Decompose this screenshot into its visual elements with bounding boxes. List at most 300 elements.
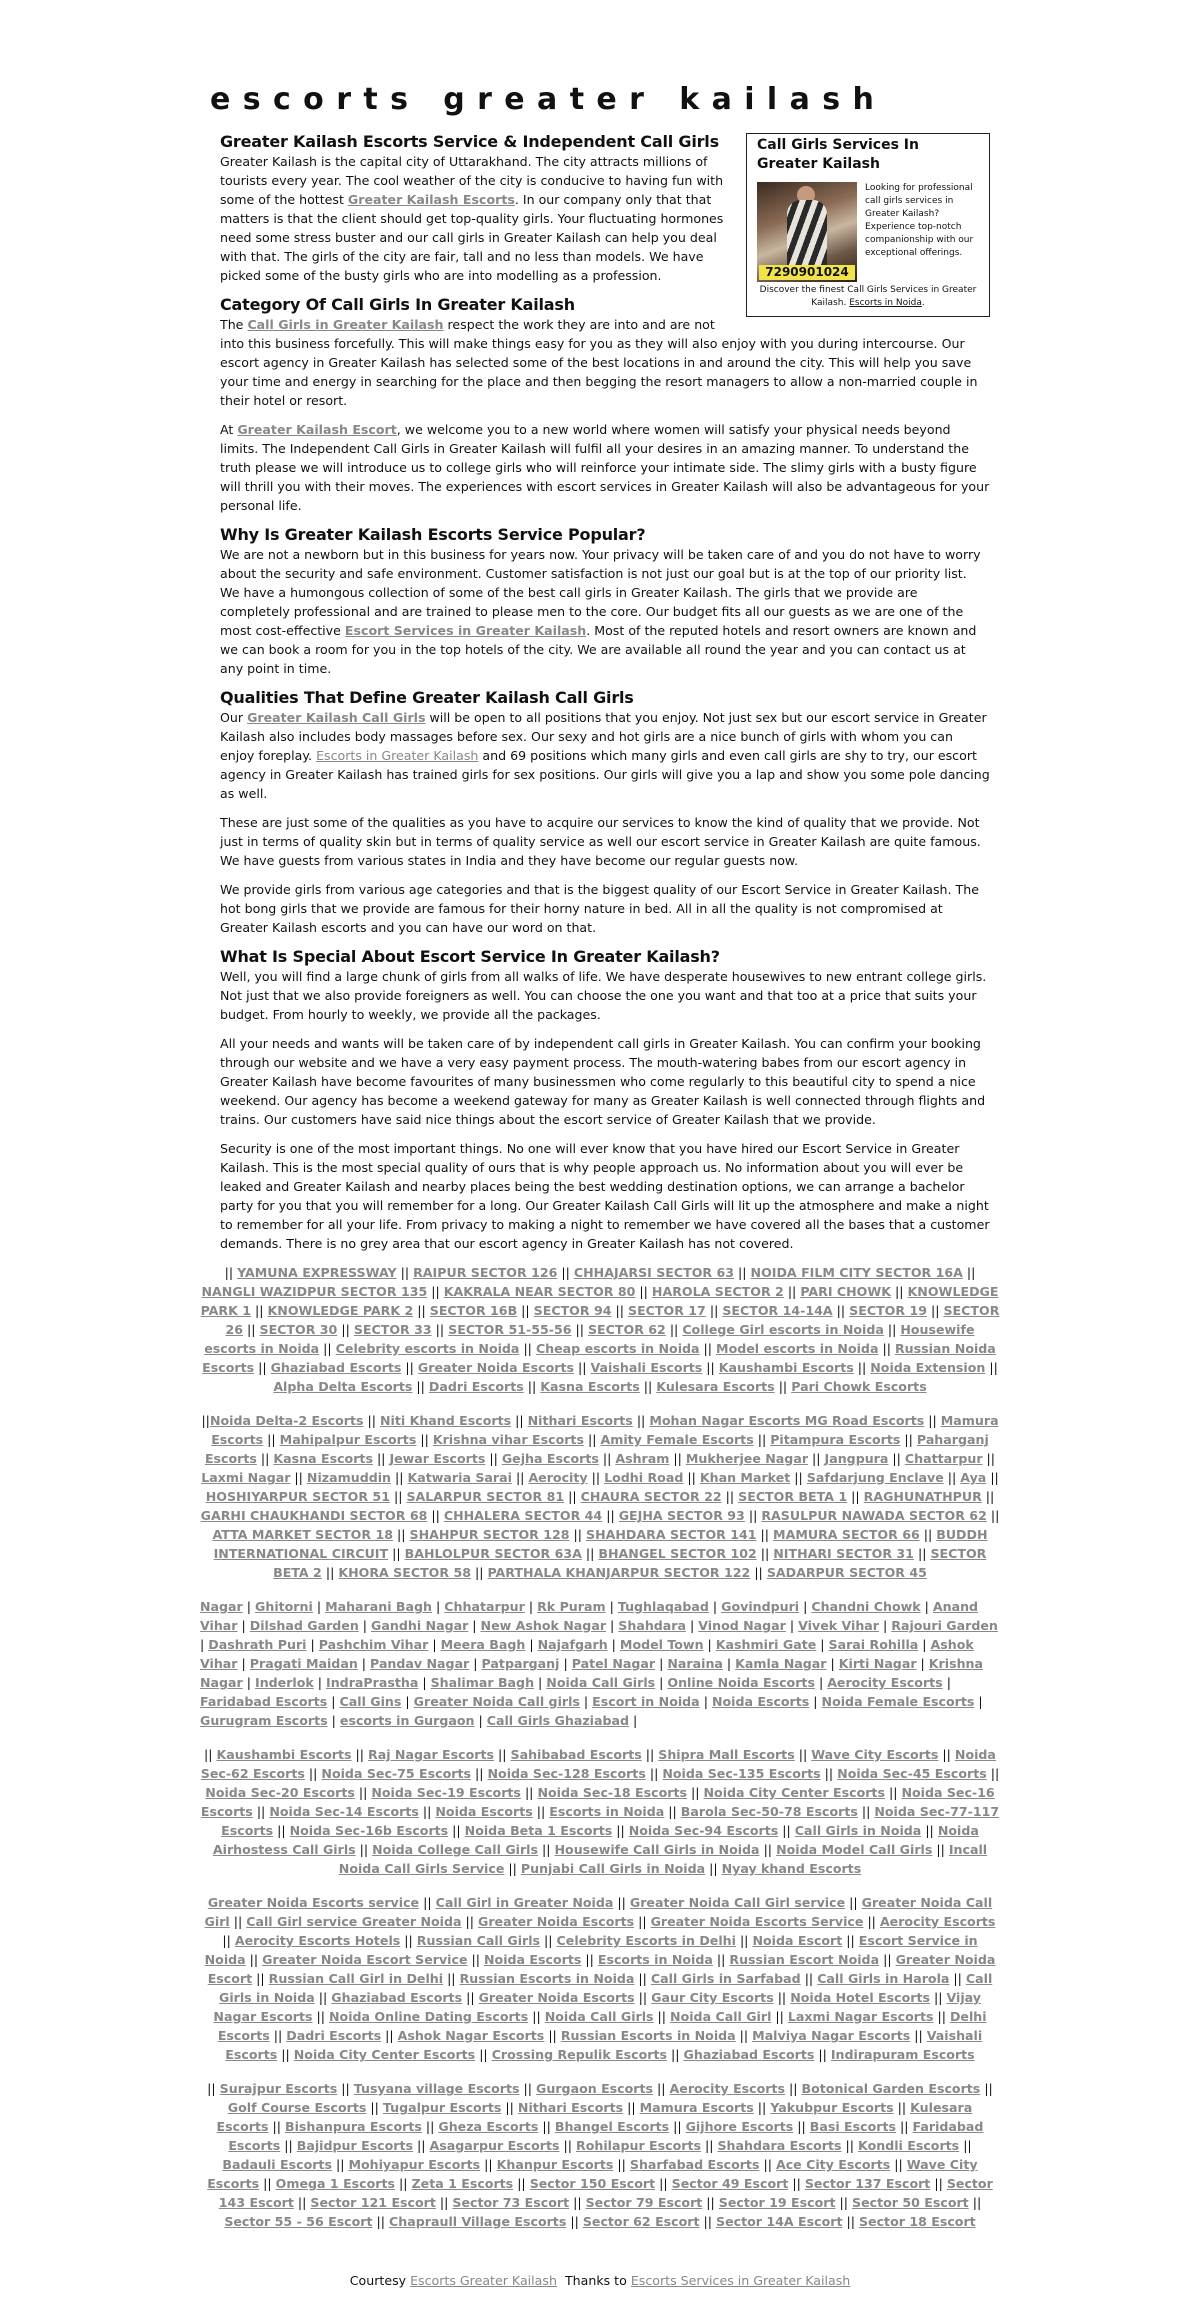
directory-link[interactable]: Barola Sec-50-78 Escorts bbox=[680, 1804, 858, 1819]
directory-link[interactable]: SECTOR 62 bbox=[587, 1322, 666, 1337]
directory-link[interactable]: Noida Sec-128 Escorts bbox=[487, 1766, 646, 1781]
link-block: ||Noida Delta-2 Escorts || Niti Khand Escorts || Nithari Escorts || Mohan Nagar Escorts MG Road Escorts || Mamura Escorts || Mahipalpur Escorts || Krishna vihar Escorts || Amity Female Escorts || Pitampura Escorts || Paharganj Escorts || Kasna Escorts || Jewar Escorts || Gejha Escorts || Ashram || Mukherjee Nagar || Jangpura || Chattarpur || Laxmi Nagar || Nizamuddin || Katwaria Sarai || Aerocity || Lodhi Road || Khan Market || Safdarjung Enclave || Aya || HOSHIYARPUR SECTOR 51 || SALARPUR SECTOR 81 || CHAURA SECTOR 22 || SECTOR BETA 1 || RAGHUNATHPUR || GARHI CHAUKHANDI SECTOR 68 || CHHALERA SECTOR 44 || GEJHA SECTOR 93 || RASULPUR NAWADA SECTOR 62 || ATTA MARKET SECTOR 18 || SHAHPUR SECTOR 128 || SHAHDARA SECTOR 141 || MAMURA SECTOR 66 || BUDDH INTERNATIONAL CIRCUIT || BAHLOLPUR SECTOR 63A || BHANGEL SECTOR 102 || NITHARI SECTOR 31 || SECTOR BETA 2 || KHORA SECTOR 58 || PARTHALA KHANJARPUR SECTOR 122 || SADARPUR SECTOR 45 bbox=[200, 1413, 1000, 1580]
directory-link[interactable]: Call Gins bbox=[339, 1694, 402, 1709]
directory-link[interactable]: Nyay khand Escorts bbox=[721, 1861, 862, 1876]
directory-link[interactable]: Bhangel Escorts bbox=[554, 2119, 670, 2134]
inline-link[interactable]: Escorts in Greater Kailash bbox=[316, 748, 479, 763]
directory-link[interactable]: RASULPUR NAWADA SECTOR 62 bbox=[761, 1508, 987, 1523]
directory-link[interactable]: Pandav Nagar bbox=[370, 1656, 470, 1671]
section-paragraph bbox=[220, 880, 990, 937]
directory-link[interactable]: SADARPUR SECTOR 45 bbox=[766, 1565, 927, 1580]
directory-link[interactable]: Noida Airhostess Call Girls bbox=[212, 1823, 979, 1857]
paragraph-text: will be open to all positions that you enjoy. Not just sex but our escort service in Greater Kailash also includes body massages before sex. Our sexy and hot girls are a nice bunch of girls with whom you can enjoy foreplay. bbox=[220, 710, 987, 763]
directory-link[interactable]: Model Town bbox=[619, 1637, 704, 1652]
directory-link[interactable]: Ashram bbox=[615, 1451, 670, 1466]
directory-link[interactable]: Faridabad Escorts bbox=[228, 2119, 984, 2153]
directory-link[interactable]: Chhatarpur bbox=[444, 1599, 525, 1614]
directory-link[interactable]: Gurugram Escorts bbox=[200, 1713, 328, 1728]
directory-link[interactable]: Noida Online Dating Escorts bbox=[329, 2009, 529, 2024]
directory-link[interactable]: Noida Escort bbox=[752, 1933, 843, 1948]
directory-link[interactable]: RAGHUNATHPUR bbox=[863, 1489, 982, 1504]
directory-link[interactable]: SECTOR 17 bbox=[628, 1303, 706, 1318]
page bbox=[200, 0, 1000, 2290]
directory-link[interactable]: Sharfabad Escorts bbox=[629, 2157, 760, 2172]
directory-link[interactable]: Noida City Center Escorts bbox=[703, 1785, 885, 1800]
directory-link[interactable]: Punjabi Call Girls in Noida bbox=[520, 1861, 706, 1876]
paragraph-text: We are not a newborn but in this business for years now. Your privacy will be taken care of and you do not have to worry about the security and safe environment. Customer satisfaction is not just our goal but is at the top of our priority list. We have a humongous collection of some of the best call girls in Greater Kailash. The girls that we provide are completely professional and are trained to please men to the core. Our budget fits all our guests as we are one of the most cost-effective bbox=[220, 547, 981, 638]
directory-link[interactable]: BHANGEL SECTOR 102 bbox=[598, 1546, 757, 1561]
site-title: escorts greater kailash bbox=[210, 82, 887, 117]
directory-link[interactable]: SALARPUR SECTOR 81 bbox=[406, 1489, 565, 1504]
section-paragraph bbox=[220, 813, 990, 870]
directory-link[interactable]: Noida Model Call Girls bbox=[776, 1842, 933, 1857]
directory-link[interactable]: Noida Beta 1 Escorts bbox=[464, 1823, 613, 1838]
directory-link[interactable]: Ace City Escorts bbox=[775, 2157, 891, 2172]
directory-link[interactable]: Greater Noida Escorts service bbox=[207, 1895, 420, 1910]
directory-link[interactable]: Shahdara bbox=[618, 1618, 687, 1633]
directory-link[interactable]: SECTOR 14-14A bbox=[722, 1303, 833, 1318]
directory-link[interactable]: Tughlaqabad bbox=[617, 1599, 709, 1614]
directory-link[interactable]: Ashok Nagar Escorts bbox=[397, 2028, 545, 2043]
paragraph-text: These are just some of the qualities as you have to acquire our services to know the kind of quality that we provide. Not just in terms of quality skin but in terms of quality service as well our escort service in Greater Kailash are quite famous. We have guests from various states in India and they have become our regular guests now. bbox=[220, 815, 981, 868]
directory-link[interactable]: Dadri Escorts bbox=[428, 1379, 524, 1394]
directory-link[interactable]: Bajidpur Escorts bbox=[296, 2138, 414, 2153]
section-paragraph bbox=[220, 967, 990, 1024]
directory-link[interactable]: Vinod Nagar bbox=[698, 1618, 786, 1633]
promo-phone: 7290901024 bbox=[759, 265, 855, 280]
directory-link[interactable]: Housewife escorts in Noida bbox=[204, 1322, 975, 1356]
directory-link[interactable]: Gijhore Escorts bbox=[685, 2119, 794, 2134]
directory-link[interactable]: SECTOR 51-55-56 bbox=[448, 1322, 572, 1337]
paragraph-text: At bbox=[220, 422, 238, 437]
directory-link[interactable]: Badauli Escorts bbox=[222, 2157, 332, 2172]
directory-link[interactable]: Katwaria Sarai bbox=[407, 1470, 512, 1485]
directory-link[interactable]: Vaishali Escorts bbox=[225, 2028, 983, 2062]
directory-link[interactable]: CHAURA SECTOR 22 bbox=[580, 1489, 722, 1504]
directory-link[interactable]: SECTOR BETA 1 bbox=[738, 1489, 848, 1504]
paragraph-text: . In our company only that that matters is that the client should get top-quality girls. Your fluctuating hormones need some stress buster and our call girls in Greater Kailash can help you deal with that. The girls of the city are fair, tall and no less than models. We have picked some of the busty girls who are into modelling as a profession. bbox=[220, 192, 724, 283]
directory-link[interactable]: Greater Noida Call Girl service bbox=[629, 1895, 846, 1910]
promo-box bbox=[746, 133, 990, 317]
link-block: || YAMUNA EXPRESSWAY || RAIPUR SECTOR 126 || CHHAJARSI SECTOR 63 || NOIDA FILM CITY SECTOR 16A || NANGLI WAZIDPUR SECTOR 135 || KAKRALA NEAR SECTOR 80 || HAROLA SECTOR 2 || PARI CHOWK || KNOWLEDGE PARK 1 || KNOWLEDGE PARK 2 || SECTOR 16B || SECTOR 94 || SECTOR 17 || SECTOR 14-14A || SECTOR 19 || SECTOR 26 || SECTOR 30 || SECTOR 33 || SECTOR 51-55-56 || SECTOR 62 || College Girl escorts in Noida || Housewife escorts in Noida || Celebrity escorts in Noida || Cheap escorts in Noida || Model escorts in Noida || Russian Noida Escorts || Ghaziabad Escorts || Greater Noida Escorts || Vaishali Escorts || Kaushambi Escorts || Noida Extension || Alpha Delta Escorts || Dadri Escorts || Kasna Escorts || Kulesara Escorts || Pari Chowk Escorts bbox=[200, 1265, 1000, 1394]
directory-link[interactable]: Model escorts in Noida bbox=[716, 1341, 879, 1356]
directory-link[interactable]: Vijay Nagar Escorts bbox=[213, 1990, 981, 2024]
directory-link[interactable]: SECTOR 16B bbox=[429, 1303, 518, 1318]
directory-link[interactable]: Chapraull Village Escorts bbox=[389, 2214, 567, 2229]
directory-link[interactable]: Noida Extension bbox=[870, 1360, 986, 1375]
directory-link[interactable]: Inderlok bbox=[255, 1675, 314, 1690]
directory-link[interactable]: Aerocity Escorts bbox=[827, 1675, 943, 1690]
directory-link[interactable]: Noida Delta-2 Escorts bbox=[209, 1413, 364, 1428]
directory-link[interactable]: Sector 150 Escort bbox=[529, 2176, 656, 2191]
directory-link[interactable]: Pashchim Vihar bbox=[318, 1637, 429, 1652]
directory-link[interactable]: Noida Call Girls bbox=[546, 1675, 656, 1690]
directory-link[interactable]: Greater Noida Escorts bbox=[417, 1360, 574, 1375]
directory-link[interactable]: RAIPUR SECTOR 126 bbox=[413, 1265, 558, 1280]
directory-link[interactable]: Call Girls in Noida bbox=[219, 1971, 993, 2005]
directory-link[interactable]: Shalimar Bagh bbox=[430, 1675, 535, 1690]
directory-link[interactable]: Asagarpur Escorts bbox=[429, 2138, 560, 2153]
directory-link[interactable]: College Girl escorts in Noida bbox=[682, 1322, 884, 1337]
promo-bottom-link[interactable]: Escorts in Noida bbox=[849, 298, 922, 308]
directory-link[interactable]: SHAHDARA SECTOR 141 bbox=[586, 1527, 757, 1542]
directory-link[interactable]: Tusyana village Escorts bbox=[353, 2081, 520, 2096]
directory-link[interactable]: Jewar Escorts bbox=[389, 1451, 486, 1466]
directory-link[interactable]: Khanpur Escorts bbox=[496, 2157, 614, 2172]
directory-link[interactable]: Noida Escorts bbox=[435, 1804, 533, 1819]
promo-title: Call Girls Services In Greater Kailash bbox=[757, 137, 919, 172]
directory-link[interactable]: SECTOR 33 bbox=[353, 1322, 432, 1337]
paragraph-text: and 69 positions which many girls and even call girls are shy to try, our escort agency in Greater Kailash has trained girls for sex positions. Our girls will give you a lap and show you some pole dancing as well. bbox=[220, 748, 990, 801]
directory-link[interactable]: Gaur City Escorts bbox=[651, 1990, 774, 2005]
footer-thanks-link[interactable]: Escorts Services in Greater Kailash bbox=[630, 2273, 851, 2288]
directory-link[interactable]: Najafgarh bbox=[537, 1637, 608, 1652]
directory-link[interactable]: Ashok Vihar bbox=[200, 1637, 974, 1671]
inline-link[interactable]: Greater Kailash Call Girls bbox=[247, 710, 426, 725]
directory-link[interactable]: Raj Nagar Escorts bbox=[368, 1747, 495, 1762]
link-block: Greater Noida Escorts service || Call Girl in Greater Noida || Greater Noida Call Girl service || Greater Noida Call Girl || Call Girl service Greater Noida || Greater Noida Escorts || Greater Noida Escorts Service || Aerocity Escorts || Aerocity Escorts Hotels || Russian Call Girls || Celebrity Escorts in Delhi || Noida Escort || Escort Service in Noida || Greater Noida Escort Service || Noida Escorts || Escorts in Noida || Russian Escort Noida || Greater Noida Escort || Russian Call Girl in Delhi || Russian Escorts in Noida || Call Girls in Sarfabad || Call Girls in Harola || Call Girls in Noida || Ghaziabad Escorts || Greater Noida Escorts || Gaur City Escorts || Noida Hotel Escorts || Vijay Nagar Escorts || Noida Online Dating Escorts || Noida Call Girls || Noida Call Girl || Laxmi Nagar Escorts || Delhi Escorts || Dadri Escorts || Ashok Nagar Escorts || Russian Escorts in Noida || Malviya Nagar Escorts || Vaishali Escorts || Noida City Center Escorts || Crossing Repulik Escorts || Ghaziabad Escorts || Indirapuram Escorts bbox=[204, 1895, 996, 2062]
directory-link[interactable]: Lodhi Road bbox=[604, 1470, 684, 1485]
directory-link[interactable]: Sector 18 Escort bbox=[858, 2214, 976, 2229]
directory-link[interactable]: Pari Chowk Escorts bbox=[791, 1379, 927, 1394]
directory-link[interactable]: Incall Noida Call Girls Service bbox=[338, 1842, 988, 1876]
directory-link[interactable]: Chandni Chowk bbox=[811, 1599, 921, 1614]
directory-link[interactable]: Call Girls in Harola bbox=[817, 1971, 950, 1986]
directory-link[interactable]: Crossing Repulik Escorts bbox=[491, 2047, 668, 2062]
directory-link[interactable]: Aerocity Escorts bbox=[879, 1914, 996, 1929]
directory-link[interactable]: Noida Call Girl bbox=[670, 2009, 772, 2024]
directory-link[interactable]: Escorts in Noida bbox=[549, 1804, 665, 1819]
directory-link[interactable]: SECTOR 19 bbox=[849, 1303, 927, 1318]
directory-link[interactable]: Noida Sec-135 Escorts bbox=[662, 1766, 821, 1781]
directory-link[interactable]: Kasna Escorts bbox=[540, 1379, 640, 1394]
directory-link[interactable]: MAMURA SECTOR 66 bbox=[773, 1527, 920, 1542]
directory-link[interactable]: Noida Escorts bbox=[484, 1952, 582, 1967]
section-heading: Why Is Greater Kailash Escorts Service Popular? bbox=[220, 525, 646, 544]
directory-link[interactable]: Gandhi Nagar bbox=[371, 1618, 469, 1633]
directory-link[interactable]: Call Girls in Noida bbox=[794, 1823, 922, 1838]
directory-link[interactable]: Online Noida Escorts bbox=[667, 1675, 815, 1690]
directory-link[interactable]: GARHI CHAUKHANDI SECTOR 68 bbox=[200, 1508, 428, 1523]
directory-link[interactable]: Kaushambi Escorts bbox=[216, 1747, 352, 1762]
directory-link[interactable]: Shahdara Escorts bbox=[717, 2138, 842, 2153]
directory-link[interactable]: Maharani Bagh bbox=[325, 1599, 433, 1614]
section-heading: Qualities That Define Greater Kailash Call Girls bbox=[220, 688, 634, 707]
directory-link[interactable]: Russian Escorts in Noida bbox=[560, 2028, 736, 2043]
directory-link[interactable]: Call Girl in Greater Noida bbox=[435, 1895, 614, 1910]
directory-link[interactable]: SECTOR BETA 2 bbox=[273, 1546, 987, 1580]
directory-link[interactable]: Aya bbox=[960, 1470, 987, 1485]
directory-link[interactable]: IndraPrastha bbox=[326, 1675, 419, 1690]
directory-link[interactable]: Bishanpura Escorts bbox=[285, 2119, 422, 2134]
directory-link[interactable]: SHAHPUR SECTOR 128 bbox=[409, 1527, 570, 1542]
directory-link[interactable]: Noida Hotel Escorts bbox=[790, 1990, 930, 2005]
directory-link[interactable]: Russian Call Girls bbox=[416, 1933, 541, 1948]
directory-link[interactable]: Chattarpur bbox=[904, 1451, 983, 1466]
directory-link[interactable]: Gejha Escorts bbox=[501, 1451, 599, 1466]
paragraph-text: Greater Kailash is the capital city of Uttarakhand. The city attracts millions of tourists every year. The cool weather of the city is conducive to having fun with some of the hottest bbox=[220, 154, 724, 207]
directory-link[interactable]: CHHALERA SECTOR 44 bbox=[443, 1508, 603, 1523]
paragraph-text: . Most of the reputed hotels and resort owners are known and we can book a room for you in the top hotels of the city. We are available all round the year and you can contact us at any point in time. bbox=[220, 623, 977, 676]
directory-link[interactable]: Nizamuddin bbox=[306, 1470, 392, 1485]
directory-link[interactable]: Alpha Delta Escorts bbox=[273, 1379, 413, 1394]
directory-link[interactable]: Noida Sec-75 Escorts bbox=[321, 1766, 471, 1781]
paragraph-text: Our bbox=[220, 710, 248, 725]
directory-link[interactable]: Kamla Nagar bbox=[735, 1656, 827, 1671]
directory-link[interactable]: Sector 55 - 56 Escort bbox=[224, 2214, 373, 2229]
directory-link[interactable]: Govindpuri bbox=[721, 1599, 800, 1614]
directory-link[interactable]: Greater Noida Call girls bbox=[413, 1694, 580, 1709]
directory-link[interactable]: Sector 79 Escort bbox=[585, 2195, 703, 2210]
directory-link[interactable]: SECTOR 30 bbox=[259, 1322, 338, 1337]
directory-link[interactable]: GEJHA SECTOR 93 bbox=[618, 1508, 745, 1523]
directory-link[interactable]: Gurgaon Escorts bbox=[536, 2081, 654, 2096]
directory-link[interactable]: Kaushambi Escorts bbox=[718, 1360, 854, 1375]
inline-link[interactable]: Call Girls in Greater Kailash bbox=[247, 317, 444, 332]
directory-link[interactable]: YAMUNA EXPRESSWAY bbox=[237, 1265, 397, 1280]
directory-link[interactable]: Nithari Escorts bbox=[527, 1413, 633, 1428]
directory-link[interactable]: PARTHALA KHANJARPUR SECTOR 122 bbox=[487, 1565, 751, 1580]
directory-link[interactable]: Noida Sec-45 Escorts bbox=[837, 1766, 987, 1781]
section-paragraph bbox=[220, 708, 990, 803]
section-heading: Greater Kailash Escorts Service & Independent Call Girls bbox=[220, 132, 719, 151]
directory-link[interactable]: Kulesara Escorts bbox=[216, 2100, 973, 2134]
directory-link[interactable]: Laxmi Nagar Escorts bbox=[787, 2009, 934, 2024]
directory-link[interactable]: Sector 121 Escort bbox=[310, 2195, 436, 2210]
directory-link[interactable]: escorts in Gurgaon bbox=[339, 1713, 475, 1728]
directory-link[interactable]: Call Girl service Greater Noida bbox=[246, 1914, 462, 1929]
directory-link[interactable]: Russian Escort Noida bbox=[729, 1952, 880, 1967]
directory-link[interactable]: Sector 73 Escort bbox=[452, 2195, 570, 2210]
directory-link[interactable]: Niti Khand Escorts bbox=[380, 1413, 512, 1428]
directory-link[interactable]: Amity Female Escorts bbox=[600, 1432, 754, 1447]
directory-link[interactable]: Delhi Escorts bbox=[217, 2009, 987, 2043]
directory-link[interactable]: Mahipalpur Escorts bbox=[279, 1432, 417, 1447]
directory-link[interactable]: Sector 19 Escort bbox=[718, 2195, 836, 2210]
directory-link[interactable]: Noida Female Escorts bbox=[821, 1694, 975, 1709]
directory-link[interactable]: Kirti Nagar bbox=[838, 1656, 917, 1671]
directory-link[interactable]: Ghaziabad Escorts bbox=[270, 1360, 402, 1375]
link-block: Nagar | Ghitorni | Maharani Bagh | Chhatarpur | Rk Puram | Tughlaqabad | Govindpuri | Chandni Chowk | Anand Vihar | Dilshad Garden | Gandhi Nagar | New Ashok Nagar | Shahdara | Vinod Nagar | Vivek Vihar | Rajouri Garden | Dashrath Puri | Pashchim Vihar | Meera Bagh | Najafgarh | Model Town | Kashmiri Gate | Sarai Rohilla | Ashok Vihar | Pragati Maidan | Pandav Nagar | Patparganj | Patel Nagar | Naraina | Kamla Nagar | Kirti Nagar | Krishna Nagar | Inderlok | IndraPrastha | Shalimar Bagh | Noida Call Girls | Online Noida Escorts | Aerocity Escorts | Faridabad Escorts | Call Gins | Greater Noida Call girls | Escort in Noida | Noida Escorts | Noida Female Escorts | Gurugram Escorts | escorts in Gurgaon | Call Girls Ghaziabad | bbox=[200, 1599, 998, 1728]
directory-link[interactable]: Kashmiri Gate bbox=[715, 1637, 817, 1652]
section-heading: Category Of Call Girls In Greater Kailash bbox=[220, 295, 575, 314]
directory-link[interactable]: Russian Noida Escorts bbox=[202, 1341, 996, 1375]
link-block: || Surajpur Escorts || Tusyana village Escorts || Gurgaon Escorts || Aerocity Escorts || Botonical Garden Escorts || Golf Course Escorts || Tugalpur Escorts || Nithari Escorts || Mamura Escorts || Yakubpur Escorts || Kulesara Escorts || Bishanpura Escorts || Gheza Escorts || Bhangel Escorts || Gijhore Escorts || Basi Escorts || Faridabad Escorts || Bajidpur Escorts || Asagarpur Escorts || Rohilapur Escorts || Shahdara Escorts || Kondli Escorts || Badauli Escorts || Mohiyapur Escorts || Khanpur Escorts || Sharfabad Escorts || Ace City Escorts || Wave City Escorts || Omega 1 Escorts || Zeta 1 Escorts || Sector 150 Escort || Sector 49 Escort || Sector 137 Escort || Sector 143 Escort || Sector 121 Escort || Sector 73 Escort || Sector 79 Escort || Sector 19 Escort || Sector 50 Escort || Sector 55 - 56 Escort || Chapraull Village Escorts || Sector 62 Escort || Sector 14A Escort || Sector 18 Escort bbox=[207, 2081, 993, 2229]
directory-link[interactable]: Noida Sec-16 Escorts bbox=[200, 1785, 995, 1819]
directory-link[interactable]: Celebrity escorts in Noida bbox=[335, 1341, 520, 1356]
directory-link[interactable]: Rohilapur Escorts bbox=[576, 2138, 701, 2153]
section-paragraph bbox=[220, 420, 990, 515]
directory-link[interactable]: Ghaziabad Escorts bbox=[331, 1990, 463, 2005]
link-directory bbox=[200, 1263, 1000, 2231]
directory-link[interactable]: Dilshad Garden bbox=[249, 1618, 359, 1633]
footer-courtesy-link[interactable]: Escorts Greater Kailash bbox=[410, 2273, 557, 2288]
directory-link[interactable]: KNOWLEDGE PARK 1 bbox=[200, 1284, 999, 1318]
directory-link[interactable]: Noida City Center Escorts bbox=[293, 2047, 476, 2062]
directory-link[interactable]: Sector 14A Escort bbox=[716, 2214, 843, 2229]
directory-link[interactable]: Khan Market bbox=[699, 1470, 791, 1485]
directory-link[interactable]: Shipra Mall Escorts bbox=[658, 1747, 795, 1762]
paragraph-text: Well, you will find a large chunk of girls from all walks of life. We have desperate housewives to new entrant college girls. Not just that we also provide foreigners as well. You can choose the one you want and that too at a price that suits your budget. From hourly to weekly, we provide all the packages. bbox=[220, 969, 987, 1022]
paragraph-text: We provide girls from various age categories and that is the biggest quality of our Escort Service in Greater Kailash. The hot bong girls that we provide are famous for their horny nature in bed. All in all the quality is not compromised at Greater Kailash escorts and you can have our word on that. bbox=[220, 882, 979, 935]
directory-link[interactable]: Greater Noida Escorts bbox=[478, 1990, 635, 2005]
inline-link[interactable]: Greater Kailash Escorts bbox=[347, 192, 515, 207]
directory-link[interactable]: Celebrity Escorts in Delhi bbox=[556, 1933, 736, 1948]
directory-link[interactable]: Greater Noida Escorts bbox=[478, 1914, 635, 1929]
directory-link[interactable]: CHHAJARSI SECTOR 63 bbox=[573, 1265, 735, 1280]
directory-link[interactable]: Russian Escorts in Noida bbox=[459, 1971, 635, 1986]
directory-link[interactable]: HAROLA SECTOR 2 bbox=[651, 1284, 784, 1299]
directory-link[interactable]: Malviya Nagar Escorts bbox=[752, 2028, 911, 2043]
directory-link[interactable]: Escort Service in Noida bbox=[204, 1933, 978, 1967]
section-paragraph bbox=[220, 1034, 990, 1129]
promo-photo[interactable] bbox=[757, 182, 857, 282]
directory-link[interactable]: ATTA MARKET SECTOR 18 bbox=[212, 1527, 393, 1542]
directory-link[interactable]: NOIDA FILM CITY SECTOR 16A bbox=[750, 1265, 963, 1280]
directory-link[interactable]: KAKRALA NEAR SECTOR 80 bbox=[443, 1284, 636, 1299]
directory-link[interactable]: Jangpura bbox=[824, 1451, 889, 1466]
directory-link[interactable]: Indirapuram Escorts bbox=[830, 2047, 975, 2062]
directory-link[interactable]: BAHLOLPUR SECTOR 63A bbox=[404, 1546, 582, 1561]
directory-link[interactable]: Naraina bbox=[667, 1656, 723, 1671]
section-heading: What Is Special About Escort Service In Greater Kailash? bbox=[220, 947, 720, 966]
directory-link[interactable]: Ghitorni bbox=[255, 1599, 313, 1614]
directory-link[interactable]: Noida Sec-62 Escorts bbox=[200, 1747, 996, 1781]
directory-link[interactable]: Call Girls Ghaziabad bbox=[486, 1713, 630, 1728]
directory-link[interactable]: Noida Sec-16b Escorts bbox=[289, 1823, 449, 1838]
directory-link[interactable]: HOSHIYARPUR SECTOR 51 bbox=[205, 1489, 390, 1504]
directory-link[interactable]: Mukherjee Nagar bbox=[685, 1451, 809, 1466]
link-block: || Kaushambi Escorts || Raj Nagar Escorts || Sahibabad Escorts || Shipra Mall Escorts || Wave City Escorts || Noida Sec-62 Escorts || Noida Sec-75 Escorts || Noida Sec-128 Escorts || Noida Sec-135 Escorts || Noida Sec-45 Escorts || Noida Sec-20 Escorts || Noida Sec-19 Escorts || Noida Sec-18 Escorts || Noida City Center Escorts || Noida Sec-16 Escorts || Noida Sec-14 Escorts || Noida Escorts || Escorts in Noida || Barola Sec-50-78 Escorts || Noida Sec-77-117 Escorts || Noida Sec-16b Escorts || Noida Beta 1 Escorts || Noida Sec-94 Escorts || Call Girls in Noida || Noida Airhostess Call Girls || Noida College Call Girls || Housewife Call Girls in Noida || Noida Model Call Girls || Incall Noida Call Girls Service || Punjabi Call Girls in Noida || Nyay khand Escorts bbox=[200, 1747, 1000, 1876]
directory-link[interactable]: Botonical Garden Escorts bbox=[801, 2081, 981, 2096]
directory-link[interactable]: Greater Noida Escorts Service bbox=[650, 1914, 864, 1929]
directory-link[interactable]: Safdarjung Enclave bbox=[806, 1470, 944, 1485]
directory-link[interactable]: Noida Sec-18 Escorts bbox=[537, 1785, 688, 1800]
directory-link[interactable]: Zeta 1 Escorts bbox=[411, 2176, 514, 2191]
directory-link[interactable]: Surajpur Escorts bbox=[219, 2081, 338, 2096]
directory-link[interactable]: SECTOR 94 bbox=[533, 1303, 612, 1318]
directory-link[interactable]: Mamura Escorts bbox=[211, 1413, 999, 1447]
directory-link[interactable]: Meera Bagh bbox=[440, 1637, 526, 1652]
directory-link[interactable]: Noida Sec-20 Escorts bbox=[205, 1785, 355, 1800]
directory-link[interactable]: Aerocity bbox=[528, 1470, 588, 1485]
directory-link[interactable]: Patel Nagar bbox=[571, 1656, 656, 1671]
directory-link[interactable]: Noida Sec-94 Escorts bbox=[628, 1823, 779, 1838]
promo-bottom-text: Discover the finest Call Girls Services in Greater Kailash. bbox=[759, 285, 977, 308]
directory-link[interactable]: Noida Call Girls bbox=[544, 2009, 654, 2024]
inline-link[interactable]: Greater Kailash Escort bbox=[237, 422, 397, 437]
directory-link[interactable]: Dadri Escorts bbox=[286, 2028, 382, 2043]
directory-link[interactable]: Noida Sec-14 Escorts bbox=[269, 1804, 419, 1819]
section-paragraph bbox=[220, 545, 990, 678]
directory-link[interactable]: Faridabad Escorts bbox=[200, 1694, 328, 1709]
directory-link[interactable]: Mamura Escorts bbox=[639, 2100, 754, 2115]
section-paragraph bbox=[220, 1139, 990, 1253]
directory-link[interactable]: Wave City Escorts bbox=[811, 1747, 939, 1762]
directory-link[interactable]: Mohiyapur Escorts bbox=[348, 2157, 481, 2172]
directory-link[interactable]: Pragati Maidan bbox=[249, 1656, 358, 1671]
directory-link[interactable]: Russian Call Girl in Delhi bbox=[268, 1971, 444, 1986]
directory-link[interactable]: Aerocity Escorts Hotels bbox=[234, 1933, 401, 1948]
directory-link[interactable]: BUDDH INTERNATIONAL CIRCUIT bbox=[213, 1527, 988, 1561]
directory-link[interactable]: Greater Noida Escort Service bbox=[262, 1952, 468, 1967]
directory-link[interactable]: Kasna Escorts bbox=[273, 1451, 373, 1466]
directory-link[interactable]: Sahibabad Escorts bbox=[510, 1747, 642, 1762]
directory-link[interactable]: New Ashok Nagar bbox=[480, 1618, 607, 1633]
directory-link[interactable]: Sarai Rohilla bbox=[828, 1637, 919, 1652]
directory-link[interactable]: Wave City Escorts bbox=[207, 2157, 978, 2191]
directory-link[interactable]: Yakubpur Escorts bbox=[770, 2100, 894, 2115]
directory-link[interactable]: Noida Sec-19 Escorts bbox=[371, 1785, 521, 1800]
directory-link[interactable]: KHORA SECTOR 58 bbox=[338, 1565, 471, 1580]
directory-link[interactable]: Paharganj Escorts bbox=[204, 1432, 989, 1466]
directory-link[interactable]: Greater Noida Call Girl bbox=[204, 1895, 993, 1929]
directory-link[interactable]: Sector 143 Escort bbox=[218, 2176, 993, 2210]
directory-link[interactable]: Call Girls in Sarfabad bbox=[650, 1971, 801, 1986]
directory-link[interactable]: Ghaziabad Escorts bbox=[683, 2047, 815, 2062]
directory-link[interactable]: Nagar bbox=[200, 1599, 243, 1614]
directory-link[interactable]: Pitampura Escorts bbox=[770, 1432, 901, 1447]
directory-link[interactable]: Noida Sec-77-117 Escorts bbox=[221, 1804, 1000, 1838]
directory-link[interactable]: Cheap escorts in Noida bbox=[535, 1341, 700, 1356]
directory-link[interactable]: Sector 137 Escort bbox=[804, 2176, 931, 2191]
directory-link[interactable]: Laxmi Nagar bbox=[201, 1470, 291, 1485]
directory-link[interactable]: Escort in Noida bbox=[592, 1694, 700, 1709]
paragraph-text: Security is one of the most important things. No one will ever know that you have hired our Escort Service in Greater Kailash. This is the most special quality of ours that is why people approach us. No information about you will ever be leaked and Greater Kailash and nearby places being the best wedding destination options, we can arrange a bachelor party for you that you will remember for a long. Our Greater Kailash Call Girls will lit up the atmosphere and make a night to remember for all your life. From privacy to making a night to remember we have covered all the bases that a customer demands. There is no grey area that our escort agency in Greater Kailash has not covered. bbox=[220, 1141, 990, 1251]
directory-link[interactable]: Dashrath Puri bbox=[208, 1637, 307, 1652]
directory-link[interactable]: Housewife Call Girls in Noida bbox=[554, 1842, 760, 1857]
directory-link[interactable]: SECTOR 26 bbox=[225, 1303, 1000, 1337]
directory-link[interactable]: Greater Noida Escort bbox=[207, 1952, 996, 1986]
directory-link[interactable]: Sector 62 Escort bbox=[582, 2214, 700, 2229]
directory-link[interactable]: Rk Puram bbox=[537, 1599, 606, 1614]
directory-link[interactable]: PARI CHOWK bbox=[800, 1284, 892, 1299]
directory-link[interactable]: Sector 50 Escort bbox=[852, 2195, 969, 2210]
footer bbox=[200, 2271, 1000, 2290]
directory-link[interactable]: NANGLI WAZIDPUR SECTOR 135 bbox=[201, 1284, 428, 1299]
directory-link[interactable]: Gheza Escorts bbox=[438, 2119, 539, 2134]
promo-text: Looking for professional call girls services in Greater Kailash? Experience top-notch companionship with our exceptional offerings. bbox=[865, 183, 974, 258]
directory-link[interactable]: Nithari Escorts bbox=[517, 2100, 624, 2115]
directory-link[interactable]: Sector 49 Escort bbox=[671, 2176, 789, 2191]
directory-link[interactable]: Kulesara Escorts bbox=[656, 1379, 775, 1394]
directory-link[interactable]: Vivek Vihar bbox=[798, 1618, 880, 1633]
directory-link[interactable]: Escorts in Noida bbox=[597, 1952, 713, 1967]
directory-link[interactable]: Mohan Nagar Escorts MG Road Escorts bbox=[649, 1413, 925, 1428]
directory-link[interactable]: Noida Escorts bbox=[711, 1694, 810, 1709]
directory-link[interactable]: NITHARI SECTOR 31 bbox=[773, 1546, 914, 1561]
directory-link[interactable]: Golf Course Escorts bbox=[227, 2100, 367, 2115]
directory-link[interactable]: Krishna vihar Escorts bbox=[432, 1432, 584, 1447]
directory-link[interactable]: Omega 1 Escorts bbox=[275, 2176, 396, 2191]
directory-link[interactable]: Basi Escorts bbox=[809, 2119, 897, 2134]
section-paragraph bbox=[220, 315, 990, 410]
directory-link[interactable]: Noida College Call Girls bbox=[372, 1842, 538, 1857]
directory-link[interactable]: KNOWLEDGE PARK 2 bbox=[267, 1303, 414, 1318]
directory-link[interactable]: Aerocity Escorts bbox=[669, 2081, 786, 2096]
directory-link[interactable]: Vaishali Escorts bbox=[590, 1360, 703, 1375]
directory-link[interactable]: Patparganj bbox=[481, 1656, 560, 1671]
paragraph-text: respect the work they are into and are not into this business forcefully. This will make things easy for you as they will also enjoy with you during intercourse. Our escort agency in Greater Kailash has selected some of the best locations in and around the city. This will help you save your time and energy in searching for the place and then begging the resort managers to allow a non-married couple in their hotel or resort. bbox=[220, 317, 978, 408]
paragraph-text: All your needs and wants will be taken care of by independent call girls in Greater Kailash. You can confirm your booking through our website and we have a very easy payment process. The mouth-watering babes from our escort agency in Greater Kailash have become favourites of many businessmen who come regularly to this beautiful city to spend a nice weekend. Our agency has become a weekend gateway for many as Greater Kailash is well connected through flights and trains. Our customers have said nice things about the escort service of Greater Kailash that we provide. bbox=[220, 1036, 986, 1127]
paragraph-text: , we welcome you to a new world where women will satisfy your physical needs beyond limits. The Independent Call Girls in Greater Kailash will fulfil all your desires in an amazing manner. To understand the truth please we will introduce us to college girls who will reinforce your intimate side. The slimy girls with a busty figure will thrill you with their moves. The experiences with escort services in Greater Kailash will also be advantageous for your personal life. bbox=[220, 422, 990, 513]
directory-link[interactable]: Anand Vihar bbox=[200, 1599, 979, 1633]
directory-link[interactable]: Rajouri Garden bbox=[891, 1618, 998, 1633]
directory-link[interactable]: Kondli Escorts bbox=[858, 2138, 960, 2153]
directory-link[interactable]: Krishna Nagar bbox=[200, 1656, 984, 1690]
directory-link[interactable]: Tugalpur Escorts bbox=[382, 2100, 502, 2115]
inline-link[interactable]: Escort Services in Greater Kailash bbox=[344, 623, 587, 638]
